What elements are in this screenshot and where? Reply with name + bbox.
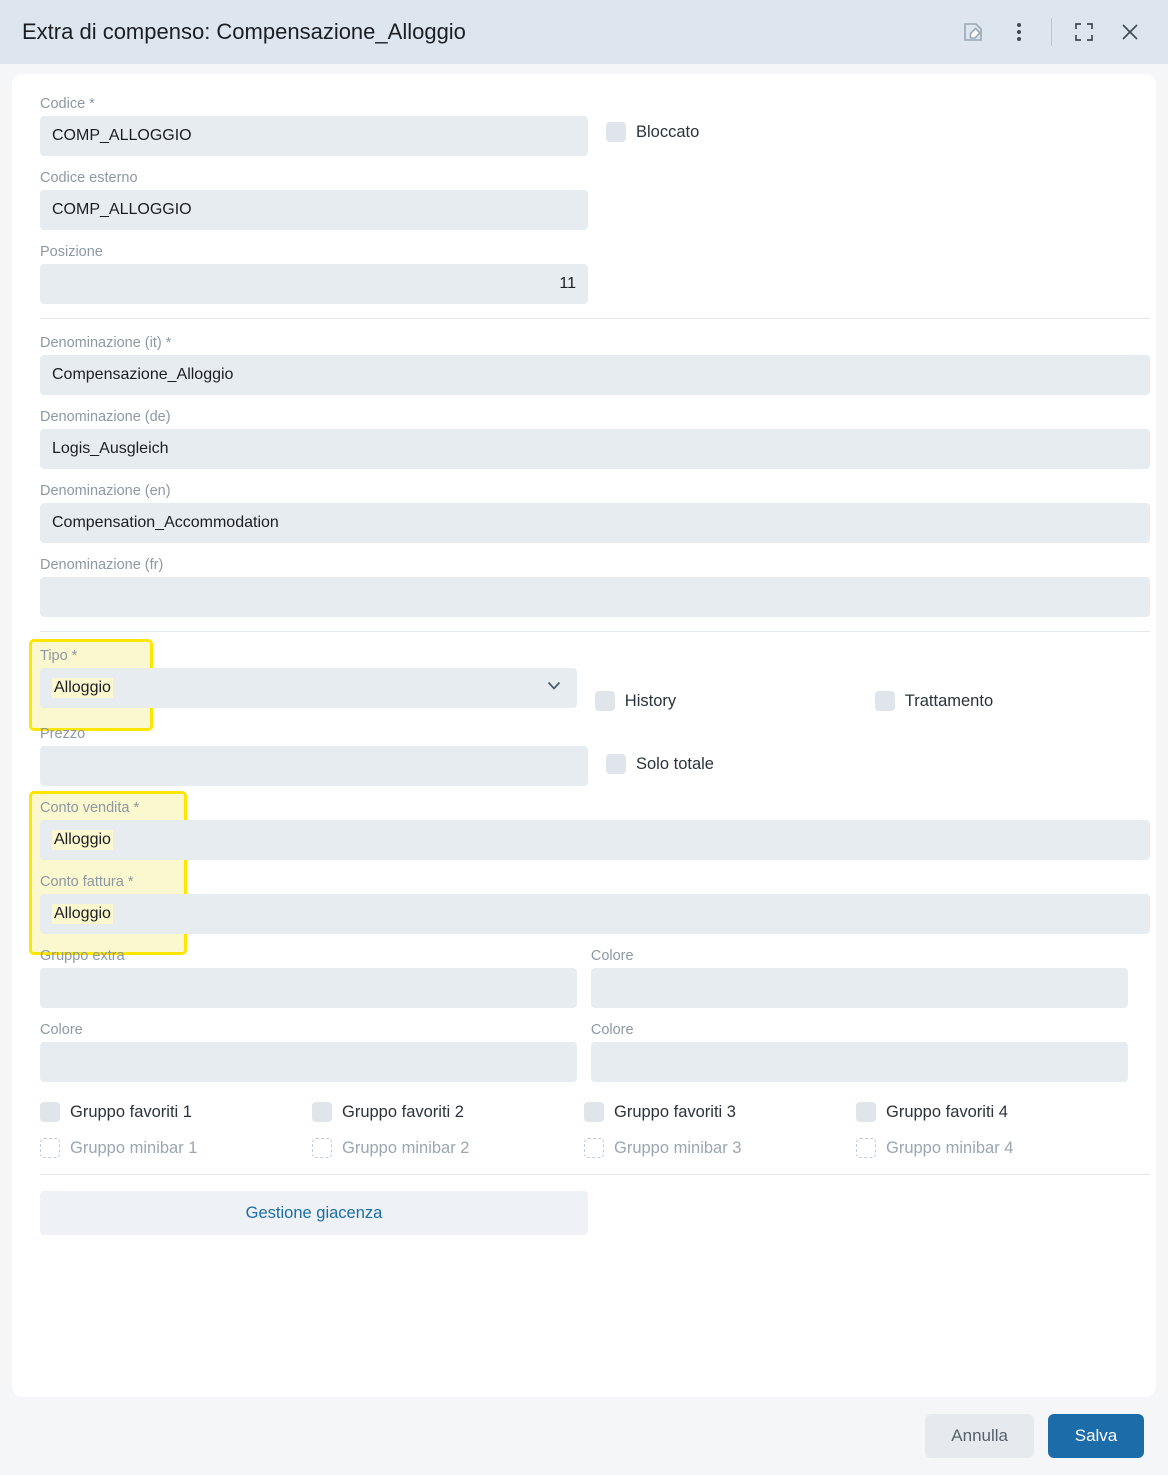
gruppo-minibar-3-label: Gruppo minibar 3 [614, 1138, 742, 1157]
gruppo-extra-row [40, 948, 1128, 1022]
gruppo-minibar-row [40, 1138, 1128, 1158]
conto-vendita-value: Alloggio [54, 831, 111, 848]
trattamento-label: Trattamento [904, 691, 994, 710]
checkbox-box-icon [856, 1102, 876, 1122]
denominazione-it-input[interactable]: Compensazione_Alloggio [40, 355, 1150, 395]
gruppo-minibar-1-label: Gruppo minibar 1 [70, 1138, 198, 1157]
solo-totale-checkbox[interactable] [606, 754, 714, 774]
denominazione-en-label: Denominazione (en) [40, 483, 171, 499]
gruppo-minibar-3-checkbox[interactable] [584, 1138, 856, 1158]
colore-3-field [591, 1022, 1128, 1082]
dialog-titlebar [0, 0, 1168, 64]
gruppo-favoriti-row [40, 1102, 1128, 1122]
tipo-checkbox-group [595, 648, 1128, 726]
colore-1-label: Colore [590, 948, 634, 964]
tipo-value: Alloggio [54, 679, 111, 696]
section-divider-3 [40, 1174, 1150, 1175]
gruppo-minibar-4-checkbox[interactable] [856, 1138, 1128, 1158]
dialog-content [12, 74, 1156, 1397]
tipo-select[interactable] [40, 668, 577, 708]
tipo-label: Tipo * [40, 648, 78, 664]
denominazione-de-input[interactable]: Logis_Ausgleich [40, 429, 1150, 469]
kebab-dots [1017, 23, 1021, 41]
conto-vendita-label: Conto vendita * [40, 800, 140, 816]
conto-fattura-label: Conto fattura * [40, 874, 134, 890]
checkbox-box-icon [856, 1138, 876, 1158]
denominazione-fr-field [40, 557, 1150, 617]
bloccato-checkbox-wrap [606, 96, 699, 170]
conto-fattura-input[interactable] [40, 894, 1150, 934]
gruppo-extra-label: Gruppo extra [40, 948, 125, 964]
section-divider-2 [40, 631, 1150, 632]
codice-input[interactable]: COMP_ALLOGGIO [40, 116, 588, 156]
denominazione-de-field [40, 409, 1150, 469]
gruppo-minibar-1-wrap [40, 1138, 312, 1158]
denominazione-fr-label: Denominazione (fr) [40, 557, 164, 573]
solo-totale-wrap [606, 726, 714, 800]
section-divider-1 [40, 318, 1150, 319]
titlebar-actions [953, 12, 1150, 52]
fullscreen-icon[interactable] [1064, 12, 1104, 52]
prezzo-field [40, 726, 588, 786]
gruppo-extra-field [40, 948, 577, 1008]
gruppo-minibar-3-wrap [584, 1138, 856, 1158]
checkbox-box-icon [606, 122, 626, 142]
chevron-down-icon [545, 677, 563, 700]
history-label: History [624, 691, 677, 710]
checkbox-box-icon [595, 691, 615, 711]
colore-row [40, 1022, 1128, 1096]
denominazione-fr-input[interactable] [40, 577, 1150, 617]
cancel-button[interactable]: Annulla [925, 1414, 1034, 1458]
prezzo-label: Prezzo [40, 726, 86, 742]
checkbox-box-icon [875, 691, 895, 711]
close-icon[interactable] [1110, 12, 1150, 52]
checkbox-box-icon [584, 1138, 604, 1158]
gruppo-favoriti-1-checkbox[interactable] [40, 1102, 312, 1122]
checkbox-box-icon [40, 1102, 60, 1122]
solo-totale-label: Solo totale [636, 754, 714, 773]
titlebar-divider [1051, 18, 1052, 46]
posizione-field [40, 244, 588, 304]
codice-esterno-label: Codice esterno [40, 170, 138, 186]
checkbox-box-icon [312, 1102, 332, 1122]
gruppo-minibar-1-checkbox[interactable] [40, 1138, 312, 1158]
posizione-label: Posizione [40, 244, 103, 260]
gruppo-favoriti-3-label: Gruppo favoriti 3 [614, 1102, 736, 1121]
dialog-footer [0, 1397, 1168, 1475]
more-options-icon[interactable] [999, 12, 1039, 52]
prezzo-input[interactable] [40, 746, 588, 786]
gestione-giacenza-button[interactable]: Gestione giacenza [40, 1191, 588, 1235]
colore-3-label: Colore [590, 1022, 634, 1038]
gruppo-favoriti-1-wrap [40, 1102, 312, 1122]
conto-group [40, 800, 1128, 934]
checkbox-box-icon [312, 1138, 332, 1158]
checkbox-box-icon [584, 1102, 604, 1122]
conto-vendita-field [40, 800, 1150, 860]
edit-note-icon[interactable] [953, 12, 993, 52]
conto-fattura-field [40, 874, 1150, 934]
codice-label: Codice * [40, 96, 95, 112]
denominazione-en-input[interactable]: Compensation_Accommodation [40, 503, 1150, 543]
gruppo-favoriti-2-checkbox[interactable] [312, 1102, 584, 1122]
gruppo-minibar-2-wrap [312, 1138, 584, 1158]
denominazione-it-field [40, 335, 1150, 395]
colore-1-field [591, 948, 1128, 1008]
gruppo-favoriti-3-wrap [584, 1102, 856, 1122]
gruppo-favoriti-1-label: Gruppo favoriti 1 [70, 1102, 192, 1121]
gruppo-favoriti-4-wrap [856, 1102, 1128, 1122]
bloccato-checkbox[interactable] [606, 122, 699, 142]
colore-2-field [40, 1022, 577, 1082]
codice-esterno-input[interactable]: COMP_ALLOGGIO [40, 190, 588, 230]
gruppo-favoriti-4-label: Gruppo favoriti 4 [886, 1102, 1008, 1121]
conto-vendita-input[interactable] [40, 820, 1150, 860]
denominazione-de-label: Denominazione (de) [40, 409, 171, 425]
conto-fattura-value: Alloggio [54, 905, 111, 922]
trattamento-checkbox[interactable] [875, 676, 993, 726]
colore-2-label: Colore [40, 1022, 83, 1038]
gruppo-minibar-4-wrap [856, 1138, 1128, 1158]
colore-3-input[interactable] [591, 1042, 1128, 1082]
gruppo-minibar-2-label: Gruppo minibar 2 [342, 1138, 470, 1157]
bloccato-label: Bloccato [636, 122, 700, 141]
codice-field [40, 96, 588, 156]
gruppo-favoriti-2-label: Gruppo favoriti 2 [342, 1102, 464, 1121]
checkbox-box-icon [40, 1138, 60, 1158]
tipo-field [40, 648, 577, 708]
denominazione-it-label: Denominazione (it) * [40, 335, 172, 351]
gruppo-favoriti-3-checkbox[interactable] [584, 1102, 856, 1122]
gruppo-minibar-4-label: Gruppo minibar 4 [886, 1138, 1014, 1157]
codice-esterno-field [40, 170, 588, 230]
save-button[interactable]: Salva [1048, 1414, 1144, 1458]
history-checkbox[interactable] [595, 676, 875, 726]
gruppo-favoriti-4-checkbox[interactable] [856, 1102, 1128, 1122]
colore-1-input[interactable] [591, 968, 1128, 1008]
gruppo-minibar-2-checkbox[interactable] [312, 1138, 584, 1158]
dialog-title: Extra di compenso: Compensazione_Alloggio [22, 19, 466, 44]
checkbox-box-icon [606, 754, 626, 774]
codice-row [40, 96, 1128, 170]
prezzo-row [40, 726, 1128, 800]
gruppo-favoriti-2-wrap [312, 1102, 584, 1122]
denominazione-en-field [40, 483, 1150, 543]
posizione-input[interactable]: 11 [40, 264, 588, 304]
gruppo-extra-input[interactable] [40, 968, 577, 1008]
colore-2-input[interactable] [40, 1042, 577, 1082]
tipo-row [40, 648, 1128, 726]
